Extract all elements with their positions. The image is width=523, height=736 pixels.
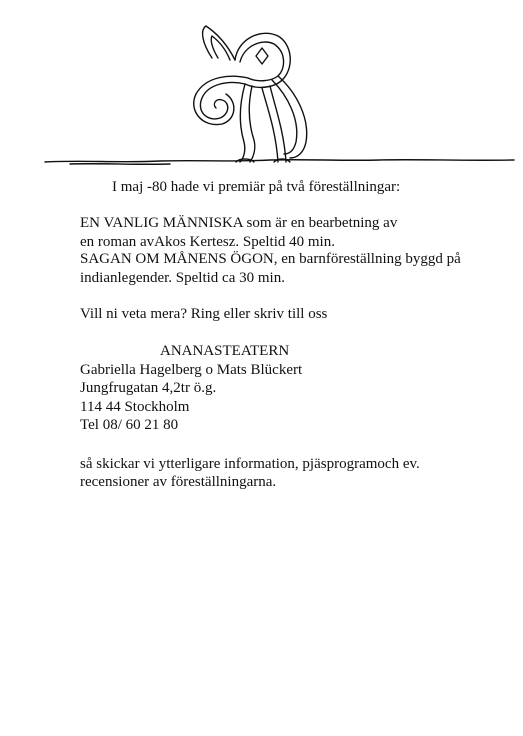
intro-text: I maj -80 hade vi premiär på två föreställningar:: [112, 179, 401, 195]
contact-phone: Tel 08/ 60 21 80: [80, 417, 179, 433]
closing-line: så skickar vi ytterligare information, pjäsprogramoch ev.: [80, 456, 420, 472]
production-line: EN VANLIG MÄNNISKA som är en bearbetning av: [80, 215, 398, 231]
contact-line: Gabriella Hagelberg o Mats Blückert: [80, 362, 303, 378]
question-text: Vill ni veta mera? Ring eller skriv till oss: [80, 306, 328, 322]
production-line: indianlegender. Speltid ca 30 min.: [80, 270, 285, 286]
bird-figure-logo-icon: [40, 18, 520, 168]
contact-line: Jungfrugatan 4,2tr ö.g.: [80, 380, 217, 396]
contact-line: 114 44 Stockholm: [80, 399, 190, 415]
closing-line: recensioner av föreställningarna.: [80, 474, 277, 490]
production-line: SAGAN OM MÅNENS ÖGON, en barnföreställning byggd på: [80, 251, 461, 267]
contact-name: ANANASTEATERN: [160, 343, 290, 359]
production-line: en roman avAkos Kertesz. Speltid 40 min.: [80, 234, 335, 250]
